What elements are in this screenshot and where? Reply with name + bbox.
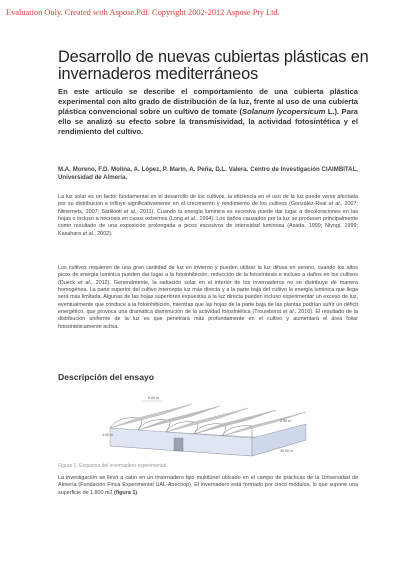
figure-reference: (figura 1): [114, 489, 138, 496]
lead-species: Solanum lycopersicum: [242, 107, 326, 116]
article-title: Desarrollo de nuevas cubiertas plásticas en invernaderos mediterráneos: [58, 48, 369, 83]
figure-caption: Figura 1. Esquema del invernadero experimental.: [58, 463, 168, 469]
authors-affiliation: M.A. Moreno, F.D. Molina, A. López, P. Marín, A. Peña, D.L. Valera. Centro de Investigación CIAIMBITAL, Universidad de Almería.: [58, 166, 358, 181]
body-paragraph-2: Los cultivos requieren de una gran cantidad de luz en invierno y pueden utilizar la luz difusa en verano, cuando los altos picos de energía luminica pueden dar lugar a la fotoinhibición, reducción de la fotosíntesis e incluso a daños en los cultivos (Dueck et al., 2012). Generalmente, la radiación solar en el interior de los invernaderos no se distribuye de manera homogénea. La parte superior del cultivo intercepta luz más directa y a la parte baja del cultivo la energía luminica que llega será más limitada. Algunas de las hojas superiores expuestas a la luz directa pueden incluso experimentar un exceso de luz, eventualmente que conduce a la fotoinhibición, mientras que las hojas de la parte baja de las plantas podrían sufrir un déficit energético, que provoca una dramática disminución de la actividad fotosintética (Trouwborst et al., 2010). El resultado de la distribución uniforme de la luz es que penetrará más profundamente en el cultivo y aumentará el área foliar fotosintéticamente activa.: [58, 265, 358, 330]
greenhouse-door: [174, 438, 183, 451]
section-heading: Descripción del ensayo: [58, 372, 154, 382]
dimension-width-label: 6.00 m: [148, 396, 159, 400]
dimension-height-label: 4.50 m: [102, 433, 113, 437]
lead-text-1: En este artículo se describe el comportamiento de una cubierta plástica experimental con alto grado de distribución de la luz, frente al uso de una cubierta plástica convencional sobre un cultivo de tomate (: [58, 87, 358, 116]
body-paragraph-1: La luz solar es un factor fundamental en el desarrollo de los cultivos, la eficiencia en el uso de la luz puede verse afectada por su distribución e influye significativamente en el crecimiento y rendimiento de los cultivos (González-Real et al., 2007; Niinemets, 2007; Sarlikioti et al., 2011). Cuando la energía luminica es excesiva puede dar lugar a decoloraciones en las hojas o incluso a necrosis en casos extremos (Long et al., 1994). Los daños causados por la luz se producen principalmente como resultado de una exposición prolongada a picos excesivos de intensidad luminosa (Asada, 1999; Niyogi, 1999; Kasahara et al., 2002).: [58, 194, 358, 237]
dimension-small-height-label: 2.50 m: [280, 419, 291, 423]
lead-text-2: L.). Para ello se analizó su efecto sobre la transmisividad, la actividad fotosintética y el rendimiento del cultivo.: [58, 107, 358, 136]
body-paragraph-3: La investigación se llevó a cabo en un invernadero tipo multitúnel ubicado en el campo de prácticas de la Universidad de Almería (Fundación Finca Experimental UAL-Anecoop). El invernadero está formado por cinco módulos, lo que supone una superficie de 1.800 m2 (figura 1).: [58, 475, 358, 496]
greenhouse-diagram: [102, 388, 312, 468]
evaluation-watermark: Evaluation Only. Created with Aspose.Pdf. Copyright 2002-2012 Aspose Pty Ltd.: [6, 8, 280, 17]
greenhouse-side-wall: [252, 424, 306, 456]
article-lead: [58, 87, 358, 137]
dimension-depth-label: 30.00 m: [280, 449, 293, 453]
